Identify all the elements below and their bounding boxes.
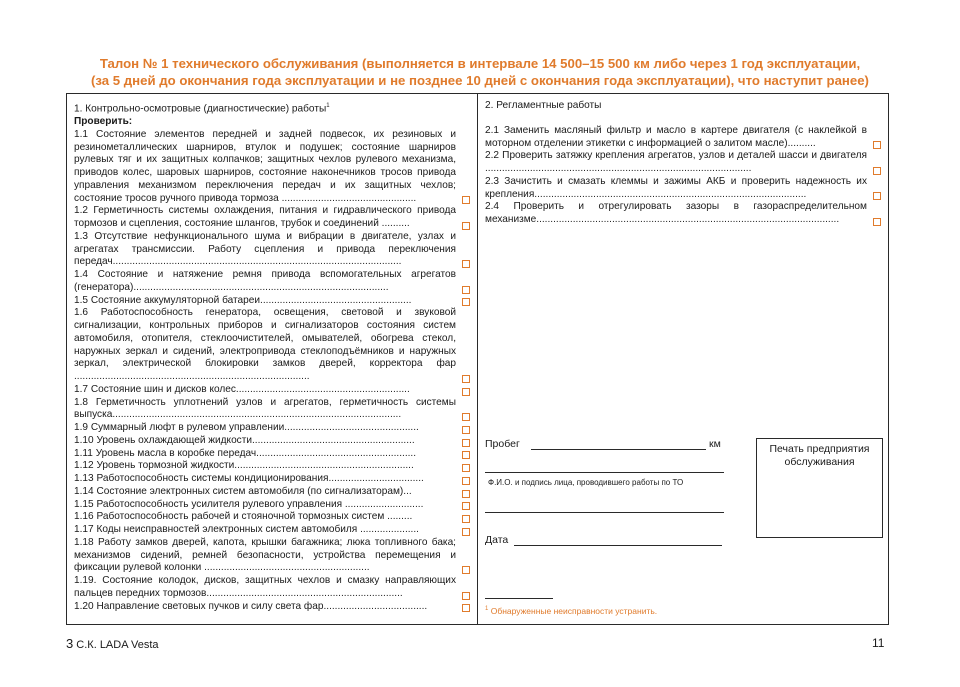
diagnostic-checkbox[interactable] bbox=[462, 298, 470, 306]
diagnostic-item-text: 1.4 Состояние и натяжение ремня привода вспомогательных агрегатов (генератора)........................................................................................... bbox=[74, 269, 456, 293]
diagnostic-item bbox=[74, 205, 472, 231]
footnote-separator bbox=[485, 598, 553, 599]
scheduled-works-heading: 2. Регламентные работы bbox=[485, 100, 602, 111]
scheduled-item bbox=[485, 176, 883, 202]
diagnostic-checkbox[interactable] bbox=[462, 592, 470, 600]
diagnostic-item-text: 1.20 Направление световых пучков и силу света фар..................................... bbox=[74, 600, 428, 612]
diagnostic-checkbox[interactable] bbox=[462, 477, 470, 485]
diagnostic-item-text: 1.17 Коды неисправностей электронных систем автомобиля ..................... bbox=[74, 524, 419, 536]
footnote-marker: 1 bbox=[326, 103, 330, 109]
diagnostic-item bbox=[74, 473, 472, 486]
footnote-mark: 1 bbox=[485, 606, 489, 613]
mileage-label: Пробег bbox=[485, 438, 520, 450]
scheduled-checkbox[interactable] bbox=[873, 218, 881, 226]
scheduled-checkbox[interactable] bbox=[873, 192, 881, 200]
diagnostic-item-text: 1.3 Отсутствие нефункционального шума и вибрации в двигателе, узлах и агрегатах трансмиссии. Работу сцепления и привода переключения передач....................................................................................................... bbox=[74, 230, 456, 268]
diagnostic-checkbox[interactable] bbox=[462, 451, 470, 459]
diagnostic-item bbox=[74, 397, 472, 423]
stamp-text: Печать предприятия обслуживания bbox=[769, 443, 870, 468]
scheduled-item bbox=[485, 125, 883, 151]
footnote bbox=[485, 606, 657, 616]
check-label: Проверить: bbox=[74, 116, 133, 128]
diagnostic-item bbox=[74, 448, 472, 461]
diagnostic-checkbox[interactable] bbox=[462, 413, 470, 421]
diagnostic-item-text: 1.7 Состояние шин и дисков колес.............................................................. bbox=[74, 383, 410, 395]
diagnostic-items-list bbox=[74, 129, 472, 614]
diagnostic-item bbox=[74, 601, 472, 614]
diagnostic-checkbox[interactable] bbox=[462, 515, 470, 523]
diagnostic-item-text: 1.12 Уровень тормозной жидкости................................................................ bbox=[74, 460, 414, 472]
diagnostic-item bbox=[74, 486, 472, 499]
diagnostic-checkbox[interactable] bbox=[462, 260, 470, 268]
diagnostic-item bbox=[74, 422, 472, 435]
diagnostic-checkbox[interactable] bbox=[462, 426, 470, 434]
page-right-number: 11 bbox=[872, 636, 885, 650]
diagnostic-item-text: 1.8 Герметичность уплотнений узлов и агрегатов, герметичность системы выпуска....................................................................................................... bbox=[74, 396, 456, 421]
stamp-box bbox=[756, 438, 883, 538]
diagnostic-item bbox=[74, 460, 472, 473]
scheduled-items-list bbox=[485, 125, 883, 227]
diagnostic-checkbox[interactable] bbox=[462, 222, 470, 230]
mileage-unit: км bbox=[709, 438, 721, 450]
coupon-title-line-1: Талон № 1 технического обслуживания (выполняется в интервале 14 500–15 500 км либо через 1 год эксплуатации, bbox=[99, 56, 861, 71]
diagnostic-item-text: 1.5 Состояние аккумуляторной батареи...................................................... bbox=[74, 294, 412, 306]
scheduled-works-section bbox=[485, 100, 883, 227]
scheduled-item bbox=[485, 150, 883, 176]
diagnostic-item-text: 1.11 Уровень масла в коробке передач......................................................... bbox=[74, 447, 417, 459]
manual-name: С.К. LADA Vesta bbox=[76, 639, 159, 651]
diagnostic-item bbox=[74, 435, 472, 448]
diagnostic-checkbox[interactable] bbox=[462, 528, 470, 536]
diagnostic-item-text: 1.9 Суммарный люфт в рулевом управлении................................................ bbox=[74, 422, 419, 434]
diagnostic-item-text: 1.13 Работоспособность системы кондиционирования.................................. bbox=[74, 473, 424, 485]
diagnostic-checkbox[interactable] bbox=[462, 566, 470, 574]
signature-caption: Ф.И.О. и подпись лица, проводившего работы по ТО bbox=[488, 478, 684, 487]
diagnostic-item-text: 1.6 Работоспособность генератора, освещения, световой и звуковой сигнализации, контрольных приборов и сигнализаторов состояния систем автомобиля, отопителя, стеклоочистителей, омывателей, обогрева стекол, наружных зеркал и сидений, электропривода стеклоподъёмников и наружных зеркал, электрической блокировки замков дверей, корректора фар .................................................................................... bbox=[74, 307, 456, 383]
diagnostic-item-text: 1.10 Уровень охлаждающей жидкости.......................................................... bbox=[74, 434, 415, 446]
diagnostic-item bbox=[74, 129, 472, 206]
diagnostic-item bbox=[74, 511, 472, 524]
diagnostic-works-heading: 1. Контрольно-осмотровые (диагностические) работы$^1$ bbox=[74, 103, 330, 115]
diagnostic-item-text: 1.19. Состояние колодок, дисков, защитных чехлов и смазку направляющих пальцев передних тормозов...................................................................... bbox=[74, 575, 456, 599]
date-label: Дата bbox=[485, 534, 509, 546]
mileage-field[interactable] bbox=[531, 449, 706, 450]
signature-field-2[interactable] bbox=[485, 512, 724, 513]
diagnostic-works-section bbox=[74, 100, 472, 613]
diagnostic-item bbox=[74, 307, 472, 384]
diagnostic-checkbox[interactable] bbox=[462, 375, 470, 383]
diagnostic-item-text: 1.18 Работу замков дверей, капота, крышки багажника; люка топливного бака; механизмов сидений, ремней безопасности, устройства перемещения и фиксации рулевой колонки ........................................................... bbox=[74, 536, 456, 574]
footnote-text: Обнаруженные неисправности устранить. bbox=[490, 606, 658, 616]
diagnostic-checkbox[interactable] bbox=[462, 196, 470, 204]
diagnostic-item bbox=[74, 499, 472, 512]
coupon-title-line-2: (за 5 дней до окончания года эксплуатации и не позднее 10 дней с окончания года эксплуатации), что наступит ранее) bbox=[91, 73, 869, 88]
scheduled-item-text: 2.3 Зачистить и смазать клеммы и зажимы АКБ и проверить надежность их крепления................................................................................................. bbox=[485, 175, 867, 200]
diagnostic-checkbox[interactable] bbox=[462, 604, 470, 612]
scheduled-item-text: 2.4 Проверить и отрегулировать зазоры в газораспределительном механизме............................................................................................................ bbox=[485, 201, 867, 225]
column-divider bbox=[477, 93, 478, 625]
date-field[interactable] bbox=[514, 545, 722, 546]
diagnostic-item-text: 1.16 Работоспособность рабочей и стояночной тормозных систем ......... bbox=[74, 511, 413, 523]
footer-left bbox=[66, 636, 159, 651]
diagnostic-checkbox[interactable] bbox=[462, 502, 470, 510]
diagnostic-item-text: 1.15 Работоспособность усилителя рулевого управления ............................ bbox=[74, 498, 424, 510]
diagnostic-item bbox=[74, 269, 472, 295]
diagnostic-checkbox[interactable] bbox=[462, 388, 470, 396]
scheduled-checkbox[interactable] bbox=[873, 141, 881, 149]
page-left-number: 3 bbox=[66, 636, 74, 651]
scheduled-item-text: 2.2 Проверить затяжку крепления агрегатов, узлов и деталей шасси и двигателя ............................................................................................... bbox=[485, 150, 867, 174]
scheduled-checkbox[interactable] bbox=[873, 167, 881, 175]
scheduled-item bbox=[485, 201, 883, 227]
diagnostic-item bbox=[74, 384, 472, 397]
scheduled-item-text: 2.1 Заменить масляный фильтр и масло в картере двигателя (с наклейкой в моторном отделении этикетки с информацией о залитом масле).......... bbox=[485, 124, 867, 149]
diagnostic-item-text: 1.14 Состояние электронных систем автомобиля (по сигнализаторам)... bbox=[74, 485, 412, 497]
diagnostic-item bbox=[74, 537, 472, 575]
diagnostic-item-text: 1.2 Герметичность системы охлаждения, питания и гидравлического привода тормозов и сцепления, состояние шлангов, трубок и соединений .......... bbox=[74, 205, 456, 230]
diagnostic-item bbox=[74, 295, 472, 308]
diagnostic-checkbox[interactable] bbox=[462, 490, 470, 498]
diagnostic-item bbox=[74, 575, 472, 601]
diagnostic-item bbox=[74, 231, 472, 269]
diagnostic-item bbox=[74, 524, 472, 537]
diagnostic-checkbox[interactable] bbox=[462, 439, 470, 447]
signature-field[interactable] bbox=[485, 472, 724, 473]
coupon-title bbox=[0, 55, 960, 89]
diagnostic-checkbox[interactable] bbox=[462, 286, 470, 294]
diagnostic-item-text: 1.1 Состояние элементов передней и задней подвесок, их резиновых и резинометаллических шарниров, втулок и подушек; состояние шарниров рулевых тяг и их защитных колпачков; защитных чехлов рулевого механизма, приводов колес, шаровых шарниров, состояние наконечников тросов привода управления механизмом переключения передач и их защитных чехлов; состояние тросов ручного привода тормоза ................................................ bbox=[74, 128, 456, 204]
diagnostic-checkbox[interactable] bbox=[462, 464, 470, 472]
